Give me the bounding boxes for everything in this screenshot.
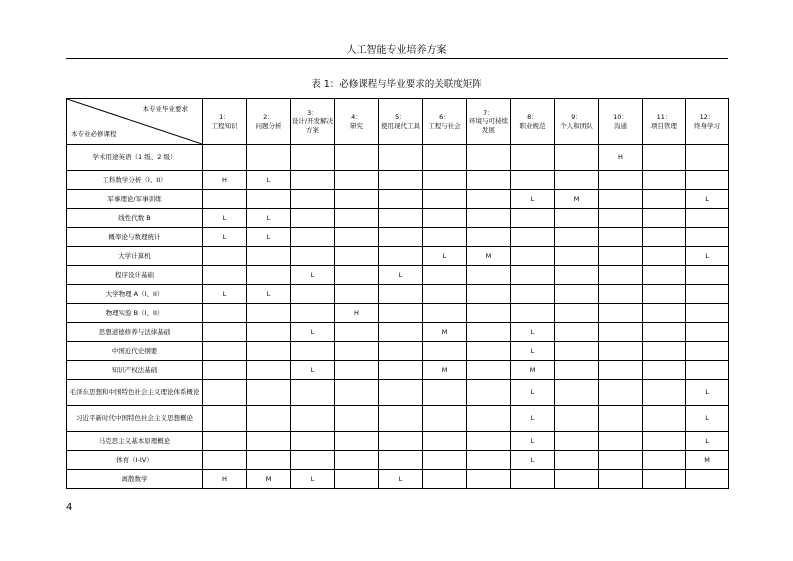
relation-mark-cell <box>511 171 555 190</box>
course-name-cell: 概率论与数理统计 <box>67 228 203 247</box>
relation-mark-cell <box>335 323 379 342</box>
relation-mark-cell <box>686 285 729 304</box>
relation-mark-cell <box>335 406 379 432</box>
course-name-cell: 物理实验 B（I、II） <box>67 304 203 323</box>
relation-mark-cell <box>291 190 335 209</box>
relation-mark-cell <box>247 145 291 171</box>
relation-mark-cell <box>203 247 247 266</box>
table-row <box>67 361 729 380</box>
relation-mark-cell: L <box>379 470 423 489</box>
course-name-cell: 学术用途英语（1 级、2 级） <box>67 145 203 171</box>
relation-mark-cell <box>423 228 467 247</box>
relation-mark-cell: L <box>686 247 729 266</box>
relation-mark-cell <box>247 266 291 285</box>
relation-mark-cell <box>599 323 643 342</box>
relation-mark-cell: M <box>686 451 729 470</box>
requirement-number: 11： <box>656 113 672 121</box>
relation-mark-cell <box>467 145 511 171</box>
relation-mark-cell <box>555 171 599 190</box>
relation-mark-cell: L <box>686 380 729 406</box>
course-name-cell: 工科数学分析（I、II） <box>67 171 203 190</box>
relation-mark-cell <box>291 342 335 361</box>
relation-mark-cell: L <box>247 171 291 190</box>
relation-mark-cell <box>467 470 511 489</box>
relation-mark-cell <box>686 304 729 323</box>
relation-mark-cell <box>203 380 247 406</box>
relation-mark-cell <box>555 145 599 171</box>
relation-mark-cell: M <box>423 323 467 342</box>
relation-mark-cell: L <box>203 285 247 304</box>
course-name-cell: 马克思主义基本原理概论 <box>67 432 203 451</box>
relation-mark-cell: H <box>203 470 247 489</box>
relation-mark-cell <box>247 247 291 266</box>
requirement-name: 环境与可持续发展 <box>469 117 508 134</box>
relation-mark-cell: H <box>599 145 643 171</box>
relation-mark-cell <box>335 361 379 380</box>
relation-mark-cell <box>203 361 247 380</box>
relation-mark-cell <box>555 228 599 247</box>
relation-mark-cell: L <box>511 432 555 451</box>
relation-mark-cell <box>423 190 467 209</box>
relation-mark-cell: M <box>423 361 467 380</box>
requirement-header-9 <box>555 99 599 145</box>
requirement-number: 3： <box>307 108 318 117</box>
relation-mark-cell <box>335 451 379 470</box>
requirement-header-1 <box>203 99 247 145</box>
requirement-header-3 <box>291 99 335 145</box>
relation-mark-cell: L <box>291 361 335 380</box>
table-corner-cell <box>67 99 203 145</box>
course-name-cell: 思想道德修养与法律基础 <box>67 323 203 342</box>
relation-mark-cell: M <box>247 470 291 489</box>
relation-mark-cell: H <box>335 304 379 323</box>
relation-mark-cell <box>335 190 379 209</box>
requirement-name: 沟通 <box>614 121 627 130</box>
relation-mark-cell <box>599 209 643 228</box>
table-row <box>67 451 729 470</box>
relation-mark-cell <box>599 380 643 406</box>
requirement-number: 9： <box>571 113 582 121</box>
relation-mark-cell <box>335 266 379 285</box>
requirement-header-6 <box>423 99 467 145</box>
requirement-name: 职业规范 <box>519 121 546 130</box>
relation-mark-cell <box>643 247 686 266</box>
relation-mark-cell <box>203 342 247 361</box>
relation-mark-cell <box>291 406 335 432</box>
relation-mark-cell <box>686 361 729 380</box>
course-name-cell: 大学物理 A（I、II） <box>67 285 203 304</box>
table-row <box>67 209 729 228</box>
relation-mark-cell <box>555 342 599 361</box>
relation-mark-cell <box>467 432 511 451</box>
relation-mark-cell <box>555 247 599 266</box>
relation-mark-cell <box>335 145 379 171</box>
requirement-name: 设计/开发解决方案 <box>291 117 334 134</box>
relation-mark-cell <box>599 190 643 209</box>
relation-mark-cell <box>423 470 467 489</box>
relation-mark-cell <box>643 190 686 209</box>
relation-mark-cell: L <box>291 323 335 342</box>
requirement-matrix-table <box>66 98 729 489</box>
relation-mark-cell <box>643 342 686 361</box>
relation-mark-cell <box>423 266 467 285</box>
relation-mark-cell: M <box>511 361 555 380</box>
relation-mark-cell: L <box>203 228 247 247</box>
table-row <box>67 470 729 489</box>
relation-mark-cell <box>379 432 423 451</box>
relation-mark-cell: L <box>686 406 729 432</box>
relation-mark-cell <box>291 228 335 247</box>
relation-mark-cell <box>335 171 379 190</box>
relation-mark-cell <box>467 266 511 285</box>
relation-mark-cell <box>335 380 379 406</box>
table-row <box>67 285 729 304</box>
relation-mark-cell <box>379 342 423 361</box>
relation-mark-cell <box>599 406 643 432</box>
requirement-name: 工程与社会 <box>428 121 461 130</box>
relation-mark-cell <box>467 406 511 432</box>
relation-mark-cell: L <box>511 190 555 209</box>
relation-mark-cell <box>643 451 686 470</box>
relation-mark-cell <box>686 228 729 247</box>
relation-mark-cell <box>379 190 423 209</box>
relation-mark-cell <box>247 380 291 406</box>
relation-mark-cell <box>379 451 423 470</box>
table-header-row <box>67 99 729 145</box>
relation-mark-cell: L <box>511 380 555 406</box>
relation-mark-cell: L <box>686 190 729 209</box>
relation-mark-cell: L <box>511 451 555 470</box>
requirement-header-4 <box>335 99 379 145</box>
relation-mark-cell <box>423 145 467 171</box>
relation-mark-cell <box>511 228 555 247</box>
relation-mark-cell <box>467 380 511 406</box>
relation-mark-cell <box>643 228 686 247</box>
relation-mark-cell <box>599 285 643 304</box>
relation-mark-cell <box>203 145 247 171</box>
relation-mark-cell <box>643 361 686 380</box>
relation-mark-cell <box>643 323 686 342</box>
relation-mark-cell <box>467 228 511 247</box>
relation-mark-cell <box>203 451 247 470</box>
page-number: 4 <box>66 502 73 513</box>
requirement-number: 8： <box>527 113 538 121</box>
relation-mark-cell <box>511 304 555 323</box>
requirement-number: 6： <box>439 113 450 121</box>
relation-mark-cell <box>599 171 643 190</box>
relation-mark-cell <box>467 304 511 323</box>
header-rule <box>66 58 728 59</box>
requirement-header-12 <box>686 99 729 145</box>
relation-mark-cell <box>335 470 379 489</box>
requirement-number: 10： <box>613 113 628 121</box>
relation-mark-cell <box>423 285 467 304</box>
relation-mark-cell <box>467 285 511 304</box>
table-row <box>67 406 729 432</box>
course-name-cell: 线性代数 B <box>67 209 203 228</box>
relation-mark-cell <box>291 432 335 451</box>
corner-label-requirements: 本专业毕业要求 <box>142 105 188 113</box>
relation-mark-cell <box>555 380 599 406</box>
requirement-header-7 <box>467 99 511 145</box>
table-row <box>67 145 729 171</box>
relation-mark-cell <box>467 361 511 380</box>
relation-mark-cell <box>599 432 643 451</box>
relation-mark-cell <box>686 470 729 489</box>
relation-mark-cell <box>203 190 247 209</box>
relation-mark-cell <box>599 247 643 266</box>
relation-mark-cell <box>247 432 291 451</box>
relation-mark-cell <box>686 145 729 171</box>
course-name-cell: 毛泽东思想和中国特色社会主义理论体系概论 <box>67 380 203 406</box>
relation-mark-cell <box>247 342 291 361</box>
table-row <box>67 323 729 342</box>
relation-mark-cell <box>643 304 686 323</box>
relation-mark-cell <box>291 451 335 470</box>
requirement-header-5 <box>379 99 423 145</box>
relation-mark-cell <box>291 380 335 406</box>
relation-mark-cell: L <box>291 470 335 489</box>
relation-mark-cell <box>555 304 599 323</box>
requirement-name: 终身学习 <box>694 121 720 130</box>
relation-mark-cell <box>599 266 643 285</box>
relation-mark-cell: L <box>511 406 555 432</box>
table-row <box>67 228 729 247</box>
course-name-cell: 程序设计基础 <box>67 266 203 285</box>
relation-mark-cell <box>291 247 335 266</box>
relation-mark-cell <box>686 323 729 342</box>
relation-mark-cell <box>643 432 686 451</box>
relation-mark-cell <box>511 145 555 171</box>
relation-mark-cell <box>423 209 467 228</box>
relation-mark-cell <box>291 285 335 304</box>
requirement-header-10 <box>599 99 643 145</box>
relation-mark-cell <box>555 406 599 432</box>
relation-mark-cell <box>379 285 423 304</box>
relation-mark-cell <box>599 342 643 361</box>
relation-mark-cell <box>467 171 511 190</box>
relation-mark-cell <box>511 266 555 285</box>
relation-mark-cell <box>423 406 467 432</box>
course-name-cell: 离散数学 <box>67 470 203 489</box>
relation-mark-cell <box>247 451 291 470</box>
relation-mark-cell <box>555 323 599 342</box>
table-row <box>67 247 729 266</box>
relation-mark-cell <box>247 190 291 209</box>
table-row <box>67 380 729 406</box>
relation-mark-cell <box>291 209 335 228</box>
relation-mark-cell <box>643 406 686 432</box>
relation-mark-cell: L <box>379 266 423 285</box>
table-row <box>67 342 729 361</box>
relation-mark-cell <box>643 209 686 228</box>
relation-mark-cell <box>247 323 291 342</box>
relation-mark-cell <box>467 323 511 342</box>
relation-mark-cell <box>686 209 729 228</box>
requirement-number: 5： <box>395 113 406 121</box>
relation-mark-cell <box>379 209 423 228</box>
relation-mark-cell: M <box>555 190 599 209</box>
relation-mark-cell <box>423 380 467 406</box>
relation-mark-cell <box>643 470 686 489</box>
relation-mark-cell <box>203 323 247 342</box>
relation-mark-cell: L <box>686 432 729 451</box>
relation-mark-cell <box>379 304 423 323</box>
relation-mark-cell <box>555 266 599 285</box>
relation-mark-cell <box>643 171 686 190</box>
relation-mark-cell: L <box>511 323 555 342</box>
relation-mark-cell <box>555 432 599 451</box>
relation-mark-cell <box>599 451 643 470</box>
relation-mark-cell <box>203 304 247 323</box>
relation-mark-cell <box>203 432 247 451</box>
relation-mark-cell <box>686 266 729 285</box>
table-caption: 表 1：必修课程与毕业要求的关联度矩阵 <box>311 79 482 90</box>
relation-mark-cell <box>335 285 379 304</box>
course-name-cell: 习近平新时代中国特色社会主义思想概论 <box>67 406 203 432</box>
relation-mark-cell <box>555 451 599 470</box>
relation-mark-cell <box>379 323 423 342</box>
relation-mark-cell <box>335 247 379 266</box>
course-name-cell: 军事理论/军事训练 <box>67 190 203 209</box>
relation-mark-cell <box>599 361 643 380</box>
relation-mark-cell <box>291 171 335 190</box>
relation-mark-cell: L <box>203 209 247 228</box>
relation-mark-cell <box>643 145 686 171</box>
relation-mark-cell <box>379 171 423 190</box>
requirement-name: 工程知识 <box>211 121 238 130</box>
relation-mark-cell <box>423 171 467 190</box>
relation-mark-cell <box>379 228 423 247</box>
relation-mark-cell: L <box>423 247 467 266</box>
relation-mark-cell <box>291 304 335 323</box>
relation-mark-cell <box>643 380 686 406</box>
table-row <box>67 304 729 323</box>
relation-mark-cell <box>335 432 379 451</box>
relation-mark-cell <box>335 209 379 228</box>
relation-mark-cell <box>599 470 643 489</box>
relation-mark-cell <box>423 304 467 323</box>
relation-mark-cell <box>599 304 643 323</box>
page-header-title: 人工智能专业培养方案 <box>346 45 447 56</box>
table-row <box>67 432 729 451</box>
table-row <box>67 171 729 190</box>
course-name-cell: 知识产权法基础 <box>67 361 203 380</box>
relation-mark-cell <box>247 304 291 323</box>
requirement-name: 问题分析 <box>255 121 282 130</box>
requirement-name: 使用现代工具 <box>381 121 420 130</box>
requirement-header-11 <box>643 99 686 145</box>
relation-mark-cell <box>555 361 599 380</box>
relation-mark-cell <box>686 342 729 361</box>
relation-mark-cell <box>335 228 379 247</box>
requirement-number: 4： <box>351 113 362 121</box>
relation-mark-cell <box>379 361 423 380</box>
requirement-header-2 <box>247 99 291 145</box>
relation-mark-cell: L <box>247 209 291 228</box>
relation-mark-cell <box>203 406 247 432</box>
relation-mark-cell <box>423 342 467 361</box>
course-name-cell: 大学计算机 <box>67 247 203 266</box>
relation-mark-cell <box>379 145 423 171</box>
relation-mark-cell <box>379 380 423 406</box>
requirement-number: 1： <box>219 113 230 121</box>
table-row <box>67 266 729 285</box>
table-row <box>67 190 729 209</box>
relation-mark-cell <box>555 470 599 489</box>
relation-mark-cell <box>247 361 291 380</box>
relation-mark-cell <box>247 406 291 432</box>
relation-mark-cell <box>379 406 423 432</box>
requirement-number: 7： <box>483 108 494 117</box>
relation-mark-cell <box>291 145 335 171</box>
relation-mark-cell: L <box>247 228 291 247</box>
relation-mark-cell <box>555 209 599 228</box>
relation-mark-cell <box>423 432 467 451</box>
relation-mark-cell: L <box>511 342 555 361</box>
relation-mark-cell <box>555 285 599 304</box>
requirement-name: 项目管理 <box>651 121 677 130</box>
relation-mark-cell <box>203 266 247 285</box>
table-body <box>67 145 729 489</box>
relation-mark-cell <box>379 247 423 266</box>
relation-mark-cell: H <box>203 171 247 190</box>
relation-mark-cell <box>643 285 686 304</box>
relation-mark-cell <box>511 247 555 266</box>
corner-label-courses: 本专业必修课程 <box>71 129 117 138</box>
relation-mark-cell <box>511 470 555 489</box>
relation-mark-cell: L <box>247 285 291 304</box>
relation-mark-cell <box>643 266 686 285</box>
requirement-number: 2： <box>263 113 274 121</box>
relation-mark-cell <box>467 209 511 228</box>
requirement-header-8 <box>511 99 555 145</box>
relation-mark-cell <box>335 342 379 361</box>
requirement-name: 研究 <box>350 121 363 130</box>
requirement-number: 12： <box>699 113 715 121</box>
requirement-name: 个人和团队 <box>560 121 593 130</box>
relation-mark-cell <box>511 285 555 304</box>
course-name-cell: 体育（I-IV） <box>67 451 203 470</box>
relation-mark-cell <box>467 190 511 209</box>
relation-mark-cell <box>511 209 555 228</box>
relation-mark-cell <box>467 451 511 470</box>
relation-mark-cell <box>599 228 643 247</box>
relation-mark-cell <box>467 342 511 361</box>
course-name-cell: 中国近代史纲要 <box>67 342 203 361</box>
relation-mark-cell <box>686 171 729 190</box>
relation-mark-cell <box>423 451 467 470</box>
relation-mark-cell: M <box>467 247 511 266</box>
relation-mark-cell: L <box>291 266 335 285</box>
